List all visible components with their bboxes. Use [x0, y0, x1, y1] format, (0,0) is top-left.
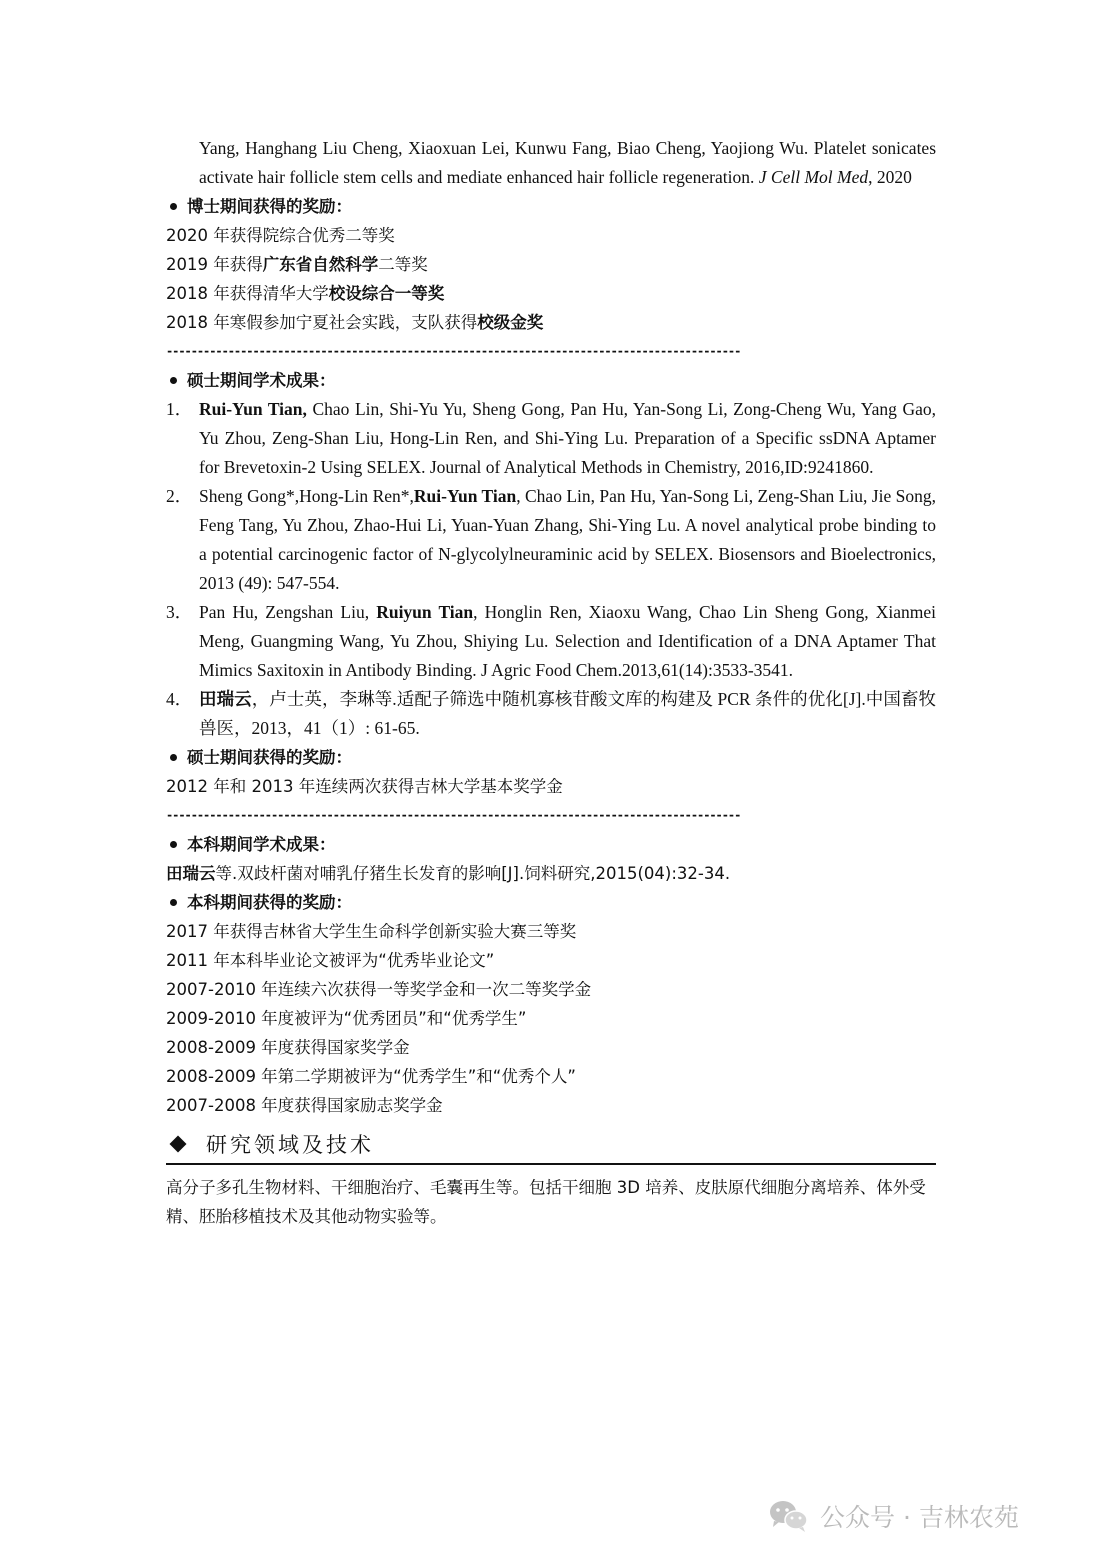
undergrad-awards-list — [166, 917, 936, 1120]
masters-publications-list — [166, 395, 936, 743]
undergrad-award-item: 2017 年获得吉林省大学生生命科学创新实验大赛三等奖 — [166, 922, 577, 941]
undergrad-award-item: 2007-2008 年度获得国家励志奖学金 — [166, 1096, 443, 1115]
section-separator: --------------------------------------------------------------------------------------------- — [166, 808, 741, 822]
research-description: 高分子多孔生物材料、干细胞治疗、毛囊再生等。包括干细胞 3D 培养、皮肤原代细胞分离培养、体外受精、胚胎移植技术及其他动物实验等。 — [166, 1178, 926, 1226]
masters-publication-item: 1． Rui-Yun Tian, Chao Lin, Shi-Yu Yu, Sheng Gong, Pan Hu, Yan-Song Li, Zong-Cheng Wu, Yang Gao, Yu Zhou, Zeng-Shan Liu, Hong-Lin Ren, and Shi-Ying Lu. Preparation of a Specific ssDNA Aptamer for Brevetoxin-2 Using SELEX. Journal of Analytical Methods in Chemistry, 2016,ID:9241860. — [166, 395, 936, 482]
undergrad-publications-heading: 本科期间学术成果： — [166, 830, 936, 859]
watermark-text: 公众号 · 吉林农苑 — [820, 1503, 1019, 1532]
doctoral-award-item: 2018 年寒假参加宁夏社会实践，支队获得校级金奖 — [166, 313, 544, 332]
bullet-dot-icon — [170, 754, 177, 761]
pub-tail-line-2: sonicates activate hair follicle stem cells and mediate enhanced hair follicle regeneration. — [199, 138, 937, 187]
undergrad-award-item: 2008-2009 年度获得国家奖学金 — [166, 1038, 410, 1057]
undergrad-award-item: 2009-2010 年度被评为“优秀团员”和“优秀学生” — [166, 1009, 527, 1028]
watermark — [768, 1496, 1019, 1536]
undergrad-award-item: 2008-2009 年第二学期被评为“优秀学生”和“优秀个人” — [166, 1067, 576, 1086]
document-page — [166, 134, 936, 1231]
bullet-dot-icon — [170, 841, 177, 848]
masters-award-item: 2012 年和 2013 年连续两次获得吉林大学基本奖学金 — [166, 777, 563, 796]
pub-tail-line-1: Yang, Hanghang Liu Cheng, Xiaoxuan Lei, Kunwu Fang, Biao Cheng, Yaojiong Wu. Platelet — [199, 138, 867, 158]
doctoral-awards-list — [166, 221, 936, 337]
doctoral-publication-tail — [199, 134, 936, 192]
undergrad-publication-item: 田瑞云等.双歧杆菌对哺乳仔猪生长发育的影响[J].饲料研究,2015(04):32-34. — [166, 864, 731, 883]
research-section-title: 研究领域及技术 — [206, 1133, 374, 1157]
doctoral-award-item: 2020 年获得院综合优秀二等奖 — [166, 226, 395, 245]
reference-number: 3． — [166, 602, 193, 622]
bullet-dot-icon — [170, 899, 177, 906]
masters-publication-item: 3． Pan Hu, Zengshan Liu, Ruiyun Tian, Honglin Ren, Xiaoxu Wang, Chao Lin Sheng Gong, Xianmei Meng, Guangming Wang, Yu Zhou, Shiying Lu. Selection and Identification of a DNA Aptamer That Mimics Saxitoxin in Antibody Binding. J Agric Food Chem.2013,61(14):3533-3541. — [166, 598, 936, 685]
pub-tail-year: , 2020 — [868, 167, 912, 187]
pub-tail-journal-a: J Cell — [758, 167, 801, 187]
bullet-dot-icon — [170, 203, 177, 210]
masters-awards-heading: 硕士期间获得的奖励： — [166, 743, 936, 772]
doctoral-award-item: 2018 年获得清华大学校设综合一等奖 — [166, 284, 445, 303]
diamond-bullet-icon — [170, 1136, 187, 1153]
doctoral-awards-heading: 博士期间获得的奖励： — [166, 192, 936, 221]
section-separator: --------------------------------------------------------------------------------------------- — [166, 344, 741, 358]
undergrad-awards-heading: 本科期间获得的奖励： — [166, 888, 936, 917]
undergrad-award-item: 2007-2010 年连续六次获得一等奖学金和一次二等奖学金 — [166, 980, 592, 999]
undergrad-award-item: 2011 年本科毕业论文被评为“优秀毕业论文” — [166, 951, 495, 970]
masters-publications-heading: 硕士期间学术成果： — [166, 366, 936, 395]
research-section-heading — [166, 1128, 936, 1165]
masters-publication-item: 2． Sheng Gong*,Hong-Lin Ren*,Rui-Yun Tian, Chao Lin, Pan Hu, Yan-Song Li, Zeng-Shan Liu, Jie Song, Feng Tang, Yu Zhou, Zhao-Hui Li, Yuan-Yuan Zhang, Shi-Ying Lu. A novel analytical probe binding to a potential carcinogenic factor of N-glycolylneuraminic acid by SELEX. Biosensors and Bioelectronics, 2013 (49): 547-554. — [166, 482, 936, 598]
reference-number: 2． — [166, 486, 193, 506]
reference-number: 4． — [166, 689, 193, 709]
bullet-dot-icon — [170, 377, 177, 384]
reference-number: 1． — [166, 399, 193, 419]
pub-tail-journal-b: Mol Med — [804, 167, 869, 187]
doctoral-award-item: 2019 年获得广东省自然科学二等奖 — [166, 255, 428, 274]
masters-publication-item: 4． 田瑞云，卢士英，李琳等.适配子筛选中随机寡核苷酸文库的构建及 PCR 条件的优化[J].中国畜牧兽医，2013，41（1）: 61-65. — [166, 685, 936, 743]
wechat-logo-icon — [768, 1499, 810, 1533]
